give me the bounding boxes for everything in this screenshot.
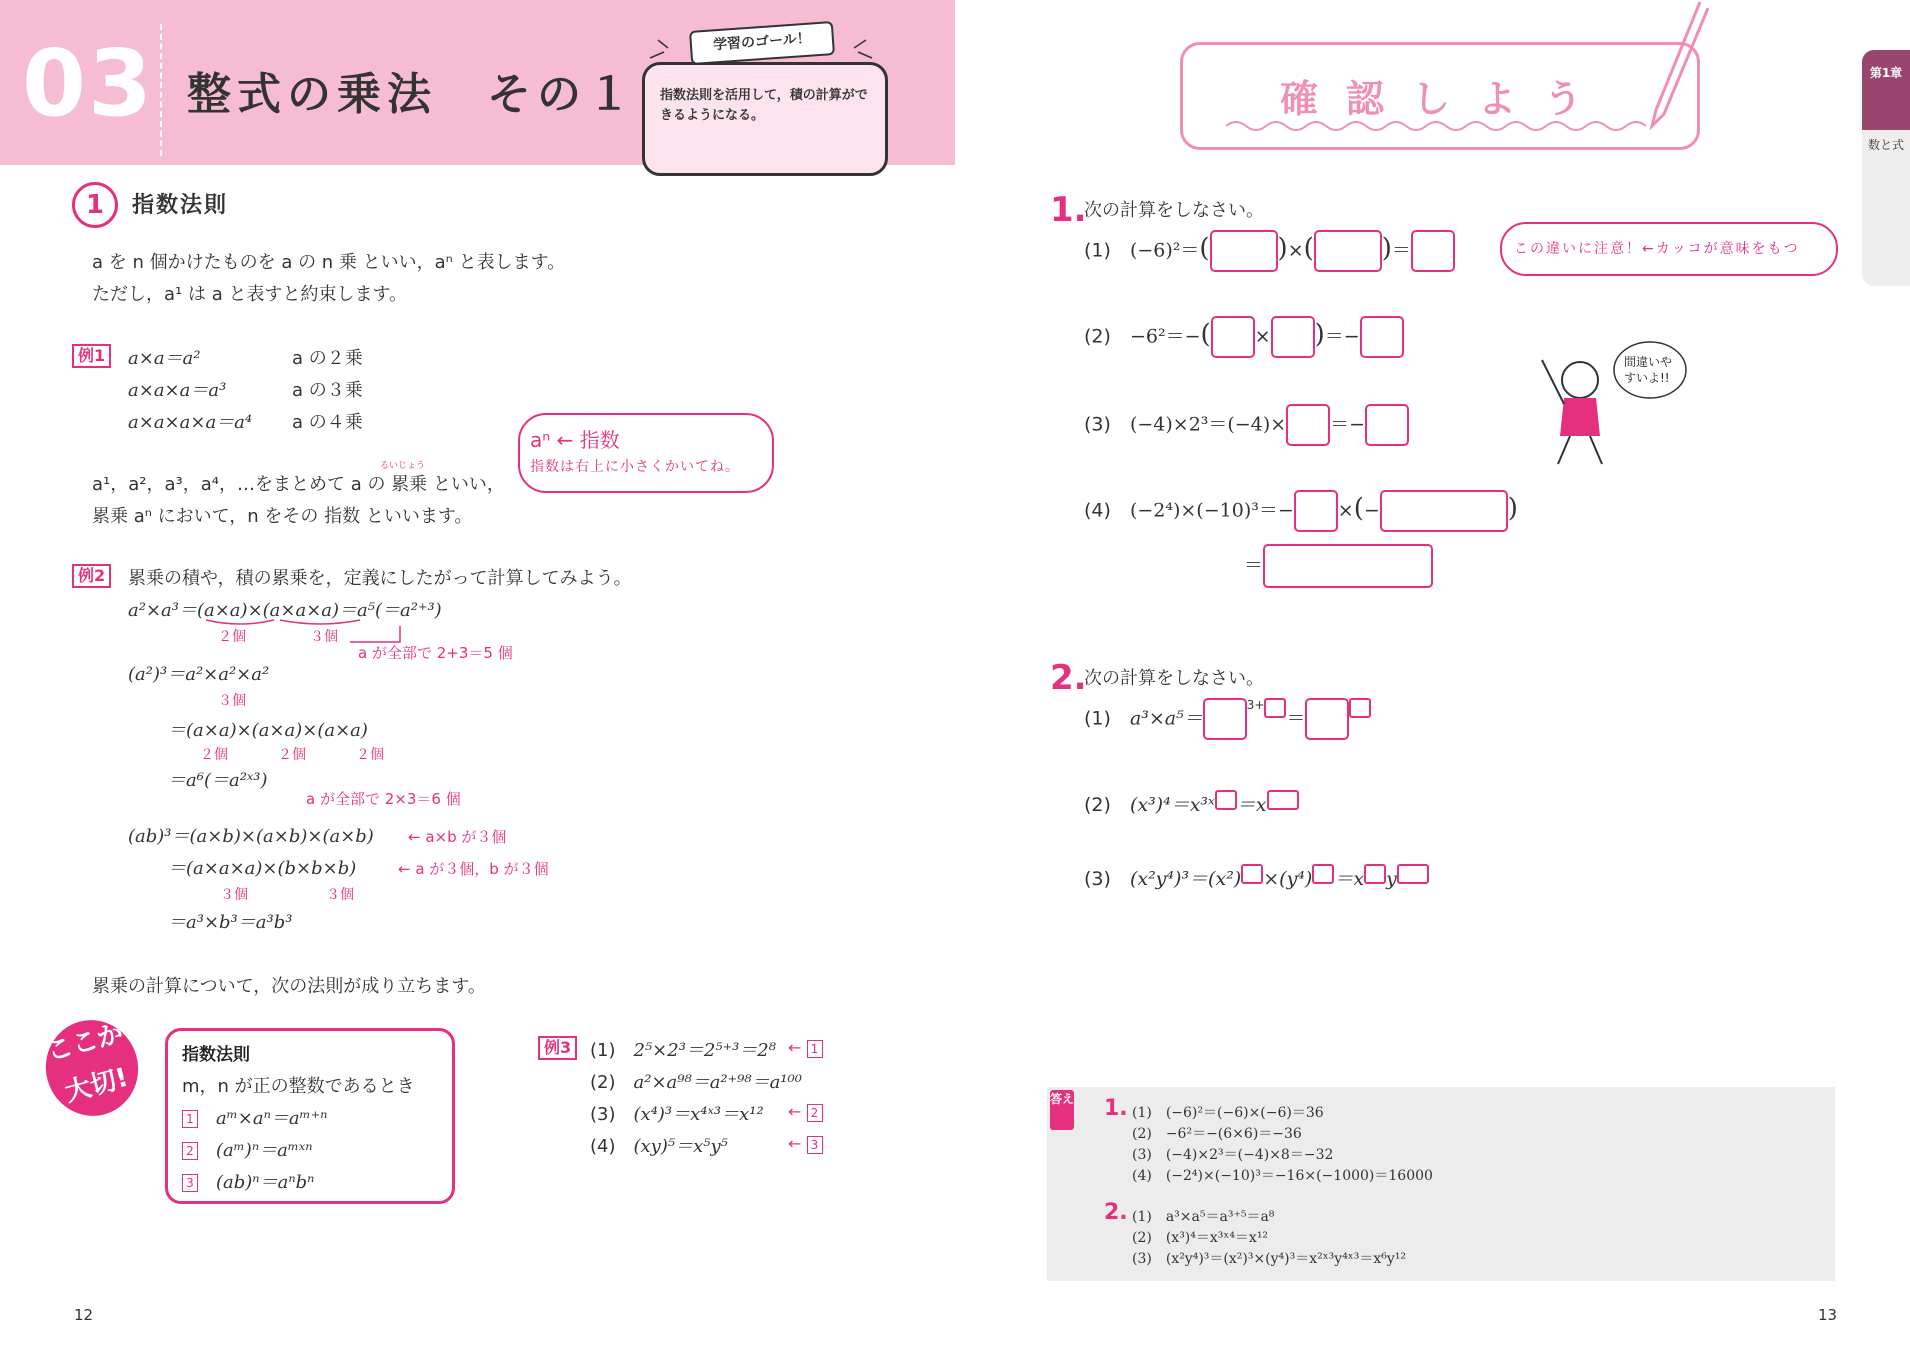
item-label: (3) (1084, 413, 1111, 436)
page-number-left: 12 (74, 1306, 94, 1324)
example-2-line-2: (a²)³＝a²×a²×a² (128, 664, 270, 685)
item-mid: ×(y⁴) (1263, 868, 1313, 890)
answer-blank[interactable] (1241, 864, 1263, 884)
example-1-expr-2: a×a×a＝a³ (128, 380, 227, 401)
item-label: (1) (1084, 239, 1111, 262)
example-1-desc-1: a の２乗 (292, 348, 363, 369)
example-1-tag: 例1 (72, 344, 111, 368)
answer-blank[interactable] (1286, 404, 1330, 446)
example-2-line-4: ＝a⁶(＝a²ˣ³) (168, 770, 268, 791)
answer-blank[interactable] (1314, 230, 1382, 272)
chapter-tab-top (1862, 50, 1910, 130)
example-2-line-3: ＝(a×a)×(a×a)×(a×a) (168, 720, 368, 741)
item-lead: −6²＝− (1129, 325, 1201, 348)
example-1-desc-3: a の４乗 (292, 412, 363, 433)
item-mid: ＝x (1236, 794, 1267, 816)
example-2-note-2: a が全部で 2×3＝6 個 (306, 790, 461, 808)
law-intro: 累乗の計算について，次の法則が成り立ちます。 (92, 976, 486, 997)
row-label: (1) (590, 1040, 616, 1061)
pencil-icon (1640, 0, 1710, 130)
answer-blank[interactable] (1305, 698, 1349, 740)
answer-blank[interactable] (1263, 544, 1433, 588)
row-label: (3) (590, 1104, 616, 1125)
answer-blank[interactable] (1364, 864, 1386, 884)
answer-1-line: (1) (−6)²＝(−6)×(−6)＝36 (1132, 1105, 1324, 1121)
item-label: (2) (1084, 325, 1111, 348)
answer-2-line: (1) a³×a⁵＝a³⁺⁵＝a⁸ (1132, 1209, 1275, 1225)
intro-line-1: a を n 個かけたものを a の n 乗 といい，aⁿ と表します。 (92, 252, 566, 273)
character-illustration (1530, 340, 1690, 470)
law-rule-3 (182, 1168, 314, 1194)
wave-decoration (1226, 116, 1646, 136)
answer-2-line: (3) (x²y⁴)³＝(x²)³×(y⁴)³＝x²ˣ³y⁴ˣ³＝x⁶y¹² (1132, 1251, 1406, 1267)
q1-item-1: (1) (−6)²＝( )×( )＝ (1084, 230, 1455, 272)
example-3-row-3 (590, 1100, 764, 1126)
confirm-title: 確認しよう (1280, 77, 1611, 121)
sparkle-icon (640, 30, 890, 70)
count-label: ３個 (310, 629, 338, 645)
chapter-number: 03 (22, 30, 155, 137)
count-label: ２個 (200, 747, 228, 763)
answer-blank[interactable] (1264, 698, 1286, 718)
answer-blank[interactable] (1411, 230, 1455, 272)
item-label: (4) (1084, 499, 1111, 522)
answer-blank[interactable] (1203, 698, 1247, 740)
law-box-condition: m，n が正の整数であるとき (182, 1076, 415, 1097)
section-title: 整式の乗法 その１ (187, 69, 637, 120)
ref-arrow-1: ← 1 (788, 1038, 823, 1058)
q1-item-4: (4) (−2⁴)×(−10)³＝− ×(− ) (1084, 490, 1518, 532)
rule-number-box: 1 (182, 1110, 198, 1128)
character-speech: 間違いやすいよ!! (1624, 355, 1673, 385)
law-rule-1 (182, 1104, 327, 1130)
row-label: (2) (590, 1072, 616, 1093)
answer-blank[interactable] (1349, 698, 1371, 718)
example-3-row-4 (590, 1132, 728, 1158)
item-label: (2) (1084, 794, 1111, 816)
row-expr: 2⁵×2³＝2⁵⁺³＝2⁸ (633, 1040, 776, 1061)
example-2-tag: 例2 (72, 564, 111, 588)
item-label: (1) (1084, 707, 1111, 730)
section-number-badge: 1 (72, 182, 118, 228)
ref-number-box: 3 (807, 1136, 823, 1154)
rule-text: (aᵐ)ⁿ＝aᵐˣⁿ (216, 1140, 313, 1161)
example-2-line-7: ＝a³×b³＝a³b³ (168, 912, 293, 933)
tab-topic-label: 数と式 (1867, 138, 1904, 152)
rule-text: (ab)ⁿ＝aⁿbⁿ (216, 1172, 315, 1193)
q1-item-2: (2) −6²＝−( × )＝− (1084, 316, 1404, 358)
intro-line-2: ただし，a¹ は a と表すと約束します。 (92, 284, 407, 305)
q2-item-2 (1084, 790, 1299, 817)
answer-1-line: (2) −6²＝−(6×6)＝−36 (1132, 1126, 1302, 1142)
caution-text: この違いに注意！←カッコが意味をもつ (1514, 241, 1800, 257)
section-heading: 指数法則 (132, 193, 229, 218)
question-2-number: 2. (1050, 658, 1087, 698)
item-lead: a³×a⁵＝ (1129, 707, 1203, 730)
row-label: (4) (590, 1136, 616, 1157)
answer-blank[interactable] (1380, 490, 1508, 532)
ref-arrow-2: ← 2 (788, 1102, 823, 1122)
answer-blank[interactable] (1271, 316, 1315, 358)
rule-number-box: 2 (182, 1142, 198, 1160)
item-lead: (−2⁴)×(−10)³＝− (1129, 499, 1294, 522)
example-2-line-6: ＝(a×a×a)×(b×b×b) (168, 858, 357, 879)
header-divider (160, 24, 162, 156)
answer-blank[interactable] (1360, 316, 1404, 358)
count-label: ２個 (356, 747, 384, 763)
count-label: ２個 (278, 747, 306, 763)
answer-blank[interactable] (1211, 316, 1255, 358)
answer-blank[interactable] (1397, 864, 1429, 884)
answer-2-line: (2) (x³)⁴＝x³ˣ⁴＝x¹² (1132, 1230, 1269, 1246)
q2-item-1: (1) a³×a⁵＝$^{3+}$＝ (1084, 698, 1371, 740)
ref-number-box: 1 (807, 1040, 823, 1058)
item-label: (3) (1084, 868, 1111, 890)
law-box-title: 指数法則 (182, 1045, 250, 1065)
example-2-note-1: a が全部で 2+3＝5 個 (358, 644, 513, 662)
count-label: ３個 (218, 693, 246, 709)
example-1-expr-1: a×a＝a² (128, 348, 201, 369)
example-2-line-5: (ab)³＝(a×b)×(a×b)×(a×b) (128, 826, 374, 847)
power-line-2: 累乗 aⁿ において，n をその 指数 といいます。 (92, 506, 473, 527)
example-1-expr-3: a×a×a×a＝a⁴ (128, 412, 253, 433)
row-expr: (x⁴)³＝x⁴ˣ³＝x¹² (633, 1104, 764, 1125)
answer-blank[interactable] (1210, 230, 1278, 272)
item-lead: (x³)⁴＝x³ˣ (1129, 794, 1215, 816)
count-label: ３個 (326, 887, 354, 903)
answer-tag: 答え (1050, 1090, 1074, 1130)
law-rule-2 (182, 1136, 313, 1162)
q1-item-4-result: ＝ (1244, 544, 1433, 588)
example-3-row-1 (590, 1036, 776, 1062)
goal-label: 学習のゴール！ (689, 21, 835, 65)
ref-number-box: 2 (807, 1104, 823, 1122)
count-label: ２個 (218, 629, 246, 645)
question-1-prompt: 次の計算をしなさい。 (1084, 200, 1264, 221)
goal-text: 指数法則を活用して，積の計算ができるようになる。 (660, 88, 868, 123)
example-2-intro: 累乗の積や，積の累乗を，定義にしたがって計算してみよう。 (128, 568, 632, 589)
ref-arrow-3: ← 3 (788, 1134, 823, 1154)
row-expr: (xy)⁵＝x⁵y⁵ (633, 1136, 728, 1157)
exponent-note-main: aⁿ ← 指数 (530, 428, 620, 452)
example-2-note-3: ← a×b が３個 (408, 828, 507, 846)
example-3-tag: 例3 (538, 1036, 577, 1060)
example-2-line-1: a²×a³＝(a×a)×(a×a×a)＝a⁵(＝a²⁺³) (128, 600, 442, 621)
answer-blank[interactable] (1365, 404, 1409, 446)
answer-2-number: 2. (1104, 1200, 1128, 1225)
q1-item-3: (3) (−4)×2³＝(−4)× ＝− (1084, 404, 1409, 446)
item-lead: (x²y⁴)³＝(x²) (1129, 868, 1242, 890)
important-badge: ここが大切! (35, 1010, 149, 1127)
answer-1-line: (3) (−4)×2³＝(−4)×8＝−32 (1132, 1147, 1334, 1163)
page-number-right: 13 (1818, 1306, 1838, 1324)
answer-blank[interactable] (1215, 790, 1237, 810)
example-3-row-2 (590, 1068, 802, 1094)
power-line-1: a¹，a²，a³，a⁴，…をまとめて a の 累乗 といい， (92, 474, 505, 495)
answer-1-number: 1. (1104, 1096, 1128, 1121)
rule-number-box: 3 (182, 1174, 198, 1192)
example-1-desc-2: a の３乗 (292, 380, 363, 401)
answer-blank[interactable] (1294, 490, 1338, 532)
row-expr: a²×a⁹⁸＝a²⁺⁹⁸＝a¹⁰⁰ (633, 1072, 802, 1093)
question-2-prompt: 次の計算をしなさい。 (1084, 668, 1264, 689)
example-2-note-4: ← a が３個，b が３個 (398, 860, 549, 878)
exponent-note-sub: 指数は右上に小さくかいてね。 (530, 459, 740, 475)
rule-text: aᵐ×aⁿ＝aᵐ⁺ⁿ (216, 1108, 328, 1129)
bracket-lines (200, 614, 420, 764)
item-lead: (−6)²＝ (1129, 239, 1200, 262)
answer-1-line: (4) (−2⁴)×(−10)³＝−16×(−1000)＝16000 (1132, 1168, 1433, 1184)
count-label: ３個 (220, 887, 248, 903)
power-ruby: るいじょう (380, 461, 426, 471)
question-1-number: 1. (1050, 190, 1087, 230)
item-mid: 3+ (1246, 698, 1265, 712)
item-lead: (−4)×2³＝(−4)× (1129, 413, 1287, 436)
answer-blank[interactable] (1267, 790, 1299, 810)
tab-chapter-label: 第1章 (1869, 66, 1903, 80)
answer-blank[interactable] (1312, 864, 1334, 884)
q2-item-3: (3) (x²y⁴)³＝(x²) ×(y⁴) ＝x y (1084, 864, 1429, 891)
